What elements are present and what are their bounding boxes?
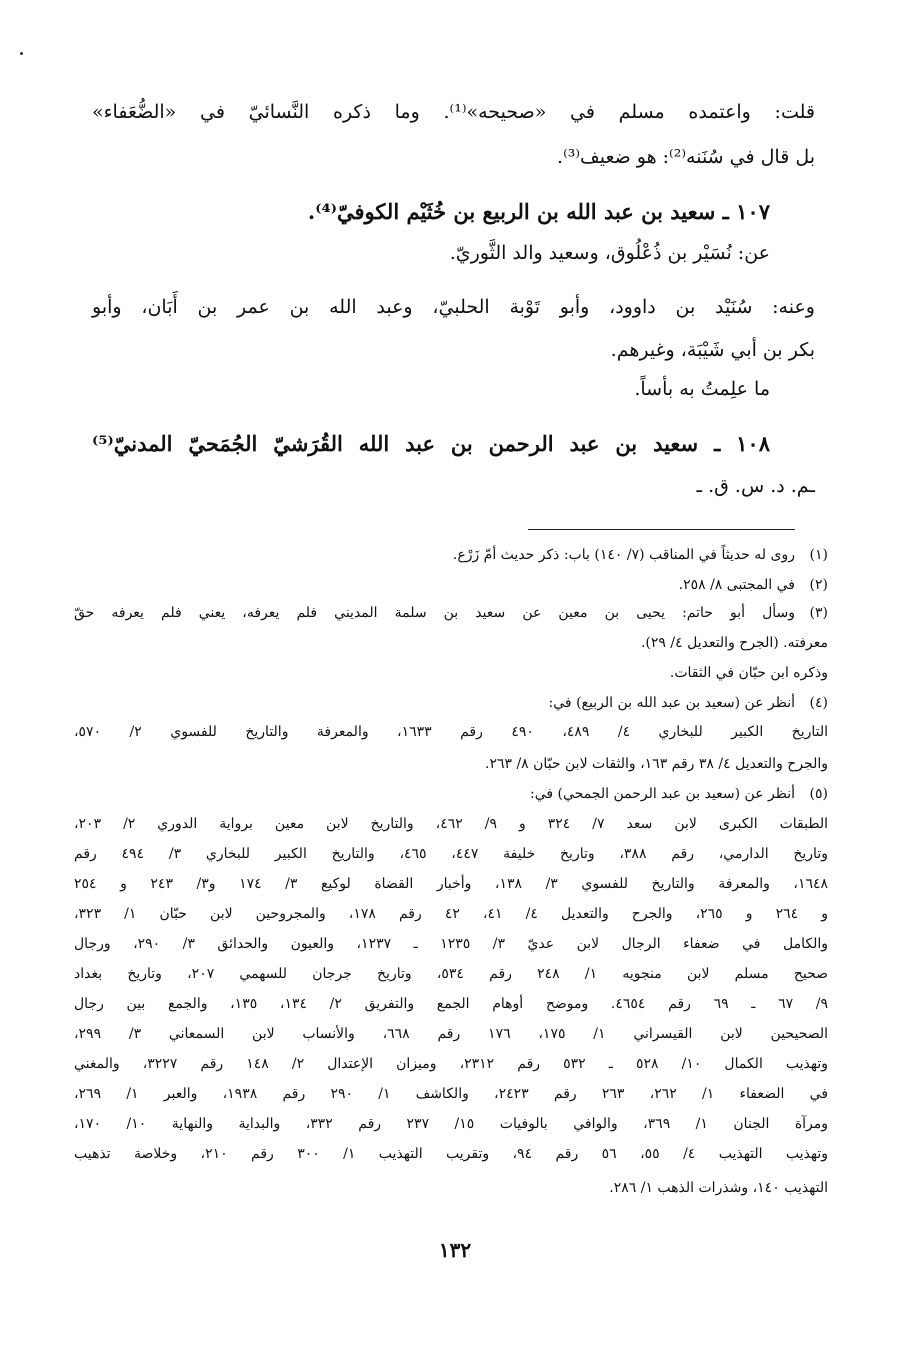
main-text-line: بل قال في سُنَنه⁽²⁾: هو ضعيف⁽³⁾. — [557, 146, 815, 168]
entry-heading-107: ١٠٧ ـ سعيد بن عبد الله بن الربيع بن خُثَيْم الكوفيّ⁽⁴⁾. — [307, 199, 770, 224]
footnote-text-line: صحيح مسلم لابن منجويه ١/ ٢٤٨ رقم ٥٣٤، وتاريخ جرجان للسهمي ٢٠٧، وتاريخ بغداد — [74, 966, 829, 982]
footnote-number: (٣) — [809, 605, 828, 621]
footnote-3 — [74, 606, 828, 620]
footnote-text-line: وتاريخ الدارمي، رقم ٣٨٨، وتاريخ خليفة ٤٤٧، ٤٦٥، والتاريخ الكبير للبخاري ٣/ ٤٩٤ رقم — [74, 846, 828, 862]
main-text-line: عن: نُسَيْر بن ذُعْلُوق، وسعيد والد الثَّوريّ. — [449, 242, 770, 264]
footnote-text-line: التهذيب ١٤٠، وشذرات الذهب ١/ ٢٨٦. — [609, 1180, 828, 1196]
footnote-text: أنظر عن (سعيد بن عبد الله بن الربيع) في: — [548, 695, 795, 711]
main-text-line: بكر بن أبي شَيْبَة، وغيرهم. — [610, 339, 815, 361]
footnote-number: (٢) — [809, 577, 828, 593]
footnote-text-line: الطبقات الكبرى لابن سعد ٧/ ٣٢٤ و ٩/ ٤٦٢، والتاريخ لابن معين برواية الدوري ٢/ ٢٠٣، — [74, 816, 829, 832]
footnote-text-line: التاريخ الكبير للبخاري ٤/ ٤٨٩، ٤٩٠ رقم ١٦٣٣، والمعرفة والتاريخ للفسوي ٢/ ٥٧٠، — [74, 724, 828, 740]
footnote-text: أنظر عن (سعيد بن عبد الرحمن الجمحي) في: — [530, 786, 795, 802]
main-text-line: قلت: واعتمده مسلم في «صحيحه»⁽¹⁾. وما ذكره النَّسائيّ في «الضُّعَفاء» — [92, 101, 815, 123]
footnote-text: في المجتبى ٨/ ٢٥٨. — [678, 577, 795, 593]
entry-heading-108: ١٠٨ ـ سعيد بن عبد الرحمن بن عبد الله القُرَشيّ الجُمَحيّ المدنيّ⁽⁵⁾ — [92, 431, 770, 456]
footnote-text: وسأل أبو حاتم: يحيى بن معين عن سعيد بن سلمة المديني فلم يعرفه، يعني فلم يعرفه حقّ — [74, 605, 795, 621]
footnote-text-line: وذكره ابن حبّان في الثقات. — [669, 665, 828, 681]
footnote-1 — [74, 548, 828, 562]
footnote-text-line: معرفته. (الجرح والتعديل ٤/ ٢٩). — [640, 635, 828, 651]
footnote-text-line: الصحيحين لابن القيسراني ١/ ١٧٥، ١٧٦ رقم ٦٦٨، والأنساب لابن السمعاني ٣/ ٢٩٩، — [74, 1026, 829, 1042]
footnote-text-line: والكامل في ضعفاء الرجال لابن عديّ ٣/ ١٢٣٥ ـ ١٢٣٧، والعيون والحدائق ٣/ ٢٩٠، ورجال — [74, 936, 828, 952]
footnote-number: (٥) — [809, 786, 828, 802]
main-text-line: ما علِمتُ به بأساً. — [634, 378, 770, 400]
sigla-line: ـم. د. س. ق. ـ — [696, 475, 815, 497]
footnote-5 — [74, 787, 828, 801]
speck — [20, 52, 23, 55]
footnote-text-line: و ٢٦٤ و ٢٦٥، والجرح والتعديل ٤/ ٤١، ٤٢ رقم ١٧٨، والمجروحين لابن حبّان ١/ ٣٢٣، — [74, 906, 829, 922]
footnote-2 — [74, 578, 828, 592]
footnote-separator — [528, 529, 795, 530]
footnote-text-line: ٩/ ٦٧ ـ ٦٩ رقم ٤٦٥٤. وموضح أوهام الجمع والتفريق ٢/ ١٣٤، ١٣٥، والجمع بين رجال — [74, 996, 829, 1012]
footnote-4 — [74, 696, 828, 710]
footnote-text-line: ومرآة الجنان ١/ ٣٦٩، والوافي بالوفيات ١٥/ ٢٣٧ رقم ٣٣٢، والبداية والنهاية ١٠/ ١٧٠، — [74, 1116, 829, 1132]
footnote-text: روى له حديثاً في المناقب (٧/ ١٤٠) باب: ذكر حديث أمّ زَرْع. — [452, 547, 795, 563]
page-number: ١٣٢ — [438, 1238, 472, 1262]
footnote-text-line: والجرح والتعديل ٤/ ٣٨ رقم ١٦٣، والثقات لابن حبّان ٨/ ٢٦٣. — [484, 756, 828, 772]
main-text-line: وعنه: سُنَيْد بن داوود، وأبو تَوْبة الحلبيّ، وعبد الله بن عمر بن أَبَان، وأبو — [92, 296, 815, 318]
footnote-text-line: وتهذيب التهذيب ٤/ ٥٥، ٥٦ رقم ٩٤، وتقريب التهذيب ١/ ٣٠٠ رقم ٢١٠، وخلاصة تذهيب — [74, 1146, 829, 1162]
footnote-text-line: في الضعفاء ١/ ٢٦٢، ٢٦٣ رقم ٢٤٢٣، والكاشف ١/ ٢٩٠ رقم ١٩٣٨، والعبر ١/ ٢٦٩، — [74, 1086, 829, 1102]
footnote-text-line: ١٦٤٨، والمعرفة والتاريخ للفسوي ٣/ ١٣٨، وأخبار القضاة لوكيع ٣/ ١٧٤ و٣/ ٢٤٣ و ٢٥٤ — [74, 876, 829, 892]
footnote-number: (١) — [809, 547, 828, 563]
footnote-number: (٤) — [809, 695, 828, 711]
footnote-text-line: وتهذيب الكمال ١٠/ ٥٢٨ ـ ٥٣٢ رقم ٢٣١٢، وميزان الإعتدال ٢/ ١٤٨ رقم ٣٢٢٧، والمغني — [74, 1056, 829, 1072]
